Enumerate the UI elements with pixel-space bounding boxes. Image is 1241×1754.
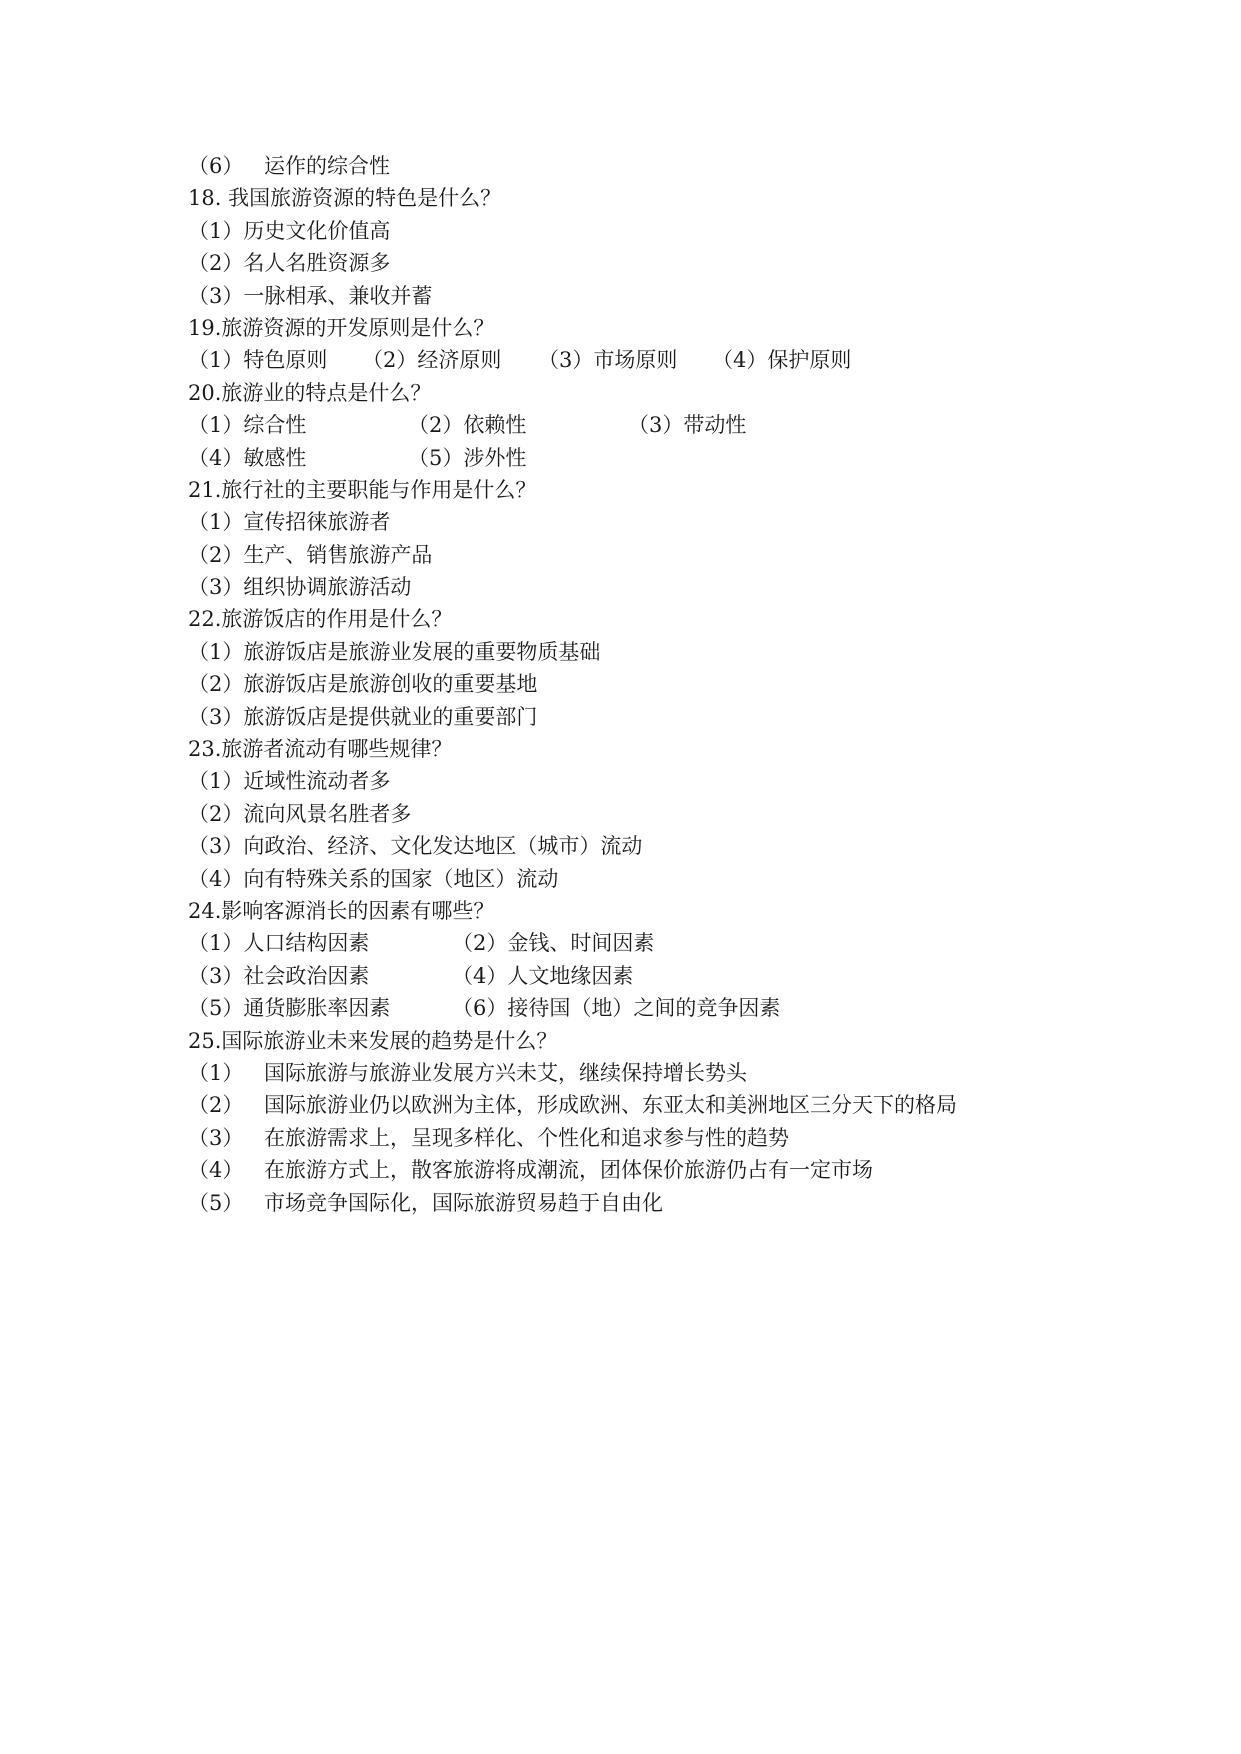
item-text: 在旅游方式上，散客旅游将成潮流，团体保价旅游仍占有一定市场 xyxy=(264,1158,873,1183)
list-item: （2）经济原则 xyxy=(362,348,502,373)
question-heading: 22.旅游饭店的作用是什么？ xyxy=(188,607,453,632)
list-item xyxy=(188,150,1068,182)
item-text: 市场竞争国际化，国际旅游贸易趋于自由化 xyxy=(264,1190,663,1215)
list-item: （2）生产、销售旅游产品 xyxy=(188,542,433,567)
list-item: （3）组织协调旅游活动 xyxy=(188,575,412,600)
list-item: （1）宣传招徕旅游者 xyxy=(188,510,391,535)
document-page xyxy=(188,150,1068,1219)
answer-row xyxy=(188,960,1068,992)
question-heading: 23.旅游者流动有哪些规律？ xyxy=(188,737,453,762)
answer-row xyxy=(188,409,1068,441)
list-item xyxy=(188,1187,1068,1219)
list-item: （3）市场原则 xyxy=(538,348,678,373)
list-item: （2）金钱、时间因素 xyxy=(452,931,655,956)
list-item: （1）综合性 xyxy=(188,413,307,438)
question-heading: 21.旅行社的主要职能与作用是什么？ xyxy=(188,477,537,502)
item-number: （6） xyxy=(188,154,244,178)
list-item: （4）保护原则 xyxy=(712,348,852,373)
item-number: （4） xyxy=(188,1158,244,1183)
question-heading: 20.旅游业的特点是什么？ xyxy=(188,380,432,405)
list-item xyxy=(188,1057,1068,1089)
list-item: （2）名人名胜资源多 xyxy=(188,251,391,276)
item-text: 运作的综合性 xyxy=(264,154,390,178)
question-heading: 18. 我国旅游资源的特色是什么？ xyxy=(188,186,502,211)
answer-row xyxy=(188,927,1068,959)
item-number: （3） xyxy=(188,1125,244,1150)
list-item: （1）旅游饭店是旅游业发展的重要物质基础 xyxy=(188,639,601,664)
list-item: （3）社会政治因素 xyxy=(188,963,370,988)
item-text: 国际旅游业仍以欧洲为主体，形成欧洲、东亚太和美洲地区三分天下的格局 xyxy=(264,1093,957,1118)
list-item xyxy=(188,1089,1068,1121)
list-item: （2）流向风景名胜者多 xyxy=(188,801,412,826)
list-item: （4）敏感性 xyxy=(188,445,307,470)
list-item: （4）人文地缘因素 xyxy=(452,963,634,988)
list-item: （5）涉外性 xyxy=(408,445,527,470)
item-number: （2） xyxy=(188,1093,244,1118)
question-heading: 19.旅游资源的开发原则是什么？ xyxy=(188,315,495,340)
list-item: （1）历史文化价值高 xyxy=(188,218,391,243)
list-item: （4）向有特殊关系的国家（地区）流动 xyxy=(188,866,559,891)
item-number: （1） xyxy=(188,1060,244,1085)
list-item: （1）人口结构因素 xyxy=(188,931,370,956)
list-item: （5）通货膨胀率因素 xyxy=(188,996,391,1021)
list-item: （1）近域性流动者多 xyxy=(188,769,391,794)
list-item: （3）向政治、经济、文化发达地区（城市）流动 xyxy=(188,834,643,859)
question-heading: 24.影响客源消长的因素有哪些？ xyxy=(188,899,495,923)
list-item: （6）接待国（地）之间的竞争因素 xyxy=(452,996,781,1021)
list-item: （2）旅游饭店是旅游创收的重要基地 xyxy=(188,672,538,697)
answer-row xyxy=(188,442,1068,474)
item-text: 国际旅游与旅游业发展方兴未艾，继续保持增长势头 xyxy=(264,1060,747,1085)
question-heading: 25.国际旅游业未来发展的趋势是什么？ xyxy=(188,1028,558,1053)
list-item: （3）带动性 xyxy=(628,413,747,438)
item-number: （5） xyxy=(188,1190,244,1215)
list-item: （2）依赖性 xyxy=(408,413,527,438)
list-item: （3）一脉相承、兼收并蓄 xyxy=(188,283,433,308)
answer-row xyxy=(188,344,1068,376)
answer-row xyxy=(188,992,1068,1024)
list-item: （1）特色原则 xyxy=(188,348,328,373)
item-text: 在旅游需求上，呈现多样化、个性化和追求参与性的趋势 xyxy=(264,1125,789,1150)
list-item xyxy=(188,1122,1068,1154)
list-item xyxy=(188,1154,1068,1186)
list-item: （3）旅游饭店是提供就业的重要部门 xyxy=(188,704,538,729)
